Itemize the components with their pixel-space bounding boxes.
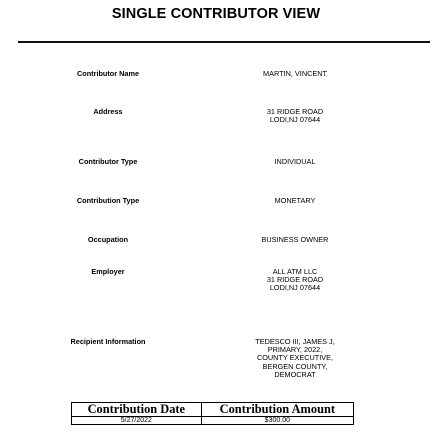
employer-label: Employer bbox=[91, 267, 125, 276]
contributor-type-label: Contributor Type bbox=[78, 157, 138, 166]
recipient-information-label: Recipient Information bbox=[70, 337, 146, 346]
recipient-line: BERGEN COUNTY, bbox=[262, 361, 328, 371]
table-row bbox=[72, 417, 354, 425]
table-header-row bbox=[72, 403, 354, 417]
occupation-value bbox=[227, 236, 363, 244]
recipient-line: PRIMARY, 2022, bbox=[267, 345, 323, 355]
column-header-contribution-date: Contribution Date bbox=[72, 403, 202, 417]
contributor-name-line: MARTIN, VINCENT bbox=[263, 69, 327, 78]
address-line: LODI,NJ 07644 bbox=[269, 115, 321, 125]
employer-line: LODI,NJ 07644 bbox=[269, 283, 321, 293]
recipient-line: COUNTY EXECUTIVE, bbox=[256, 353, 334, 363]
contributor-type-value bbox=[227, 158, 363, 166]
contribution-type-label: Contribution Type bbox=[76, 196, 140, 205]
contributions-table bbox=[71, 402, 354, 425]
page-title: SINGLE CONTRIBUTOR VIEW bbox=[111, 6, 321, 22]
address-label: Address bbox=[93, 107, 123, 116]
contribution-type-value bbox=[227, 197, 363, 205]
recipient-information-value bbox=[227, 338, 363, 379]
employer-line: 31 RIDGE ROAD bbox=[266, 275, 324, 285]
recipient-line: DEMOCRAT bbox=[274, 369, 316, 379]
occupation-label: Occupation bbox=[87, 235, 129, 244]
employer-line: ALL ATM LLC bbox=[272, 267, 318, 276]
contribution-amount-cell: $300.00 bbox=[201, 417, 353, 425]
contributor-type-line: INDIVIDUAL bbox=[274, 157, 316, 166]
recipient-line: TEDESCO III, JAMES J, bbox=[255, 337, 335, 346]
column-header-contribution-amount: Contribution Amount bbox=[201, 403, 353, 417]
contributor-name-value bbox=[227, 70, 363, 78]
address-value bbox=[227, 108, 363, 124]
contribution-date-cell: 5/27/2022 bbox=[72, 417, 202, 425]
contribution-type-line: MONETARY bbox=[274, 196, 316, 205]
employer-value bbox=[227, 268, 363, 293]
contributor-name-label: Contributor Name bbox=[76, 69, 140, 78]
occupation-line: BUSINESS OWNER bbox=[261, 235, 329, 244]
title-divider bbox=[18, 41, 430, 43]
address-line: 31 RIDGE ROAD bbox=[266, 107, 324, 116]
